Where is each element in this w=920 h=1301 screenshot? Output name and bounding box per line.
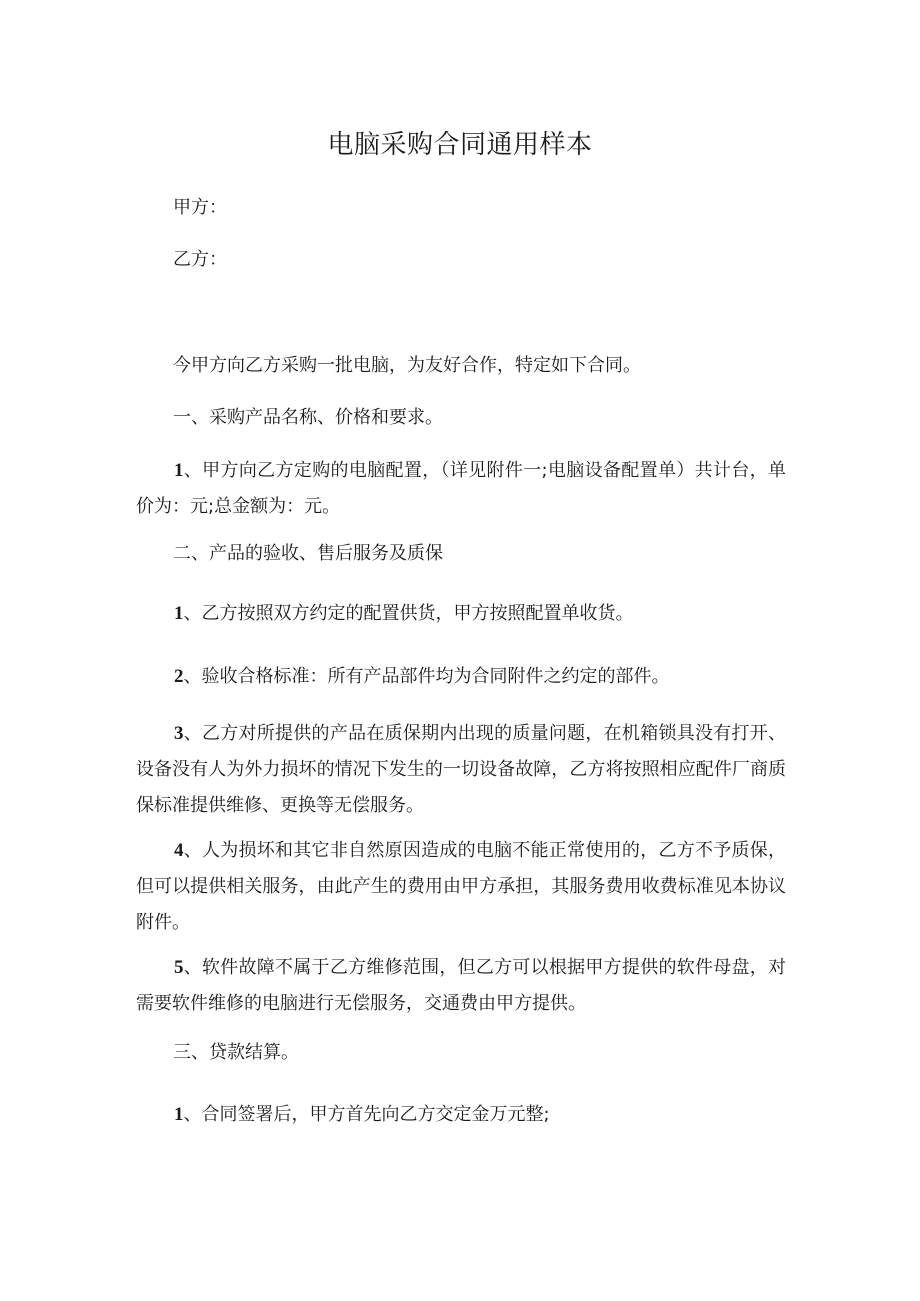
item-number: 4	[174, 840, 184, 861]
item-text: 、合同签署后，甲方首先向乙方交定金万元整;	[183, 1104, 550, 1125]
section-1-item-1	[136, 453, 786, 525]
item-number: 1	[174, 460, 184, 481]
intro-paragraph: 今甲方向乙方采购一批电脑，为友好合作，特定如下合同。	[173, 355, 641, 376]
item-text: 、软件故障不属于乙方维修范围，但乙方可以根据甲方提供的软件母盘，对需要软件维修的电脑进行无偿服务，交通费由甲方提供。	[136, 957, 786, 1014]
item-number: 1	[174, 1104, 184, 1125]
item-number: 3	[174, 723, 184, 744]
item-text: 、人为损坏和其它非自然原因造成的电脑不能正常使用的，乙方不予质保，但可以提供相关服务，由此产生的费用由甲方承担，其服务费用收费标准见本协议附件。	[136, 840, 786, 933]
document-title: 电脑采购合同通用样本	[327, 130, 593, 160]
item-text: 、乙方按照双方约定的配置供货，甲方按照配置单收货。	[183, 603, 634, 624]
section-2-heading: 二、产品的验收、售后服务及质保	[173, 543, 443, 564]
party-b-label: 乙方：	[173, 249, 227, 270]
section-2-item-3	[136, 716, 786, 824]
section-2-item-1	[136, 596, 786, 632]
item-number: 1	[174, 603, 184, 624]
item-text: 、甲方向乙方定购的电脑配置，（详见附件一;电脑设备配置单）共计台，单价为：元;总金额为：元。	[136, 460, 786, 517]
section-3-heading: 三、贷款结算。	[173, 1042, 299, 1063]
section-1-heading: 一、采购产品名称、价格和要求。	[173, 407, 443, 428]
item-number: 2	[174, 666, 184, 687]
item-text: 、乙方对所提供的产品在质保期内出现的质量问题，在机箱锁具没有打开、设备没有人为外力损坏的情况下发生的一切设备故障，乙方将按照相应配件厂商质保标准提供维修、更换等无偿服务。	[136, 723, 786, 816]
item-number: 5	[174, 957, 184, 978]
section-2-item-2	[136, 659, 786, 695]
item-text: 、验收合格标准：所有产品部件均为合同附件之约定的部件。	[183, 666, 670, 687]
section-2-item-5	[136, 950, 786, 1022]
party-a-label: 甲方：	[173, 197, 227, 218]
section-3-item-1	[136, 1097, 786, 1133]
section-2-item-4	[136, 833, 786, 941]
